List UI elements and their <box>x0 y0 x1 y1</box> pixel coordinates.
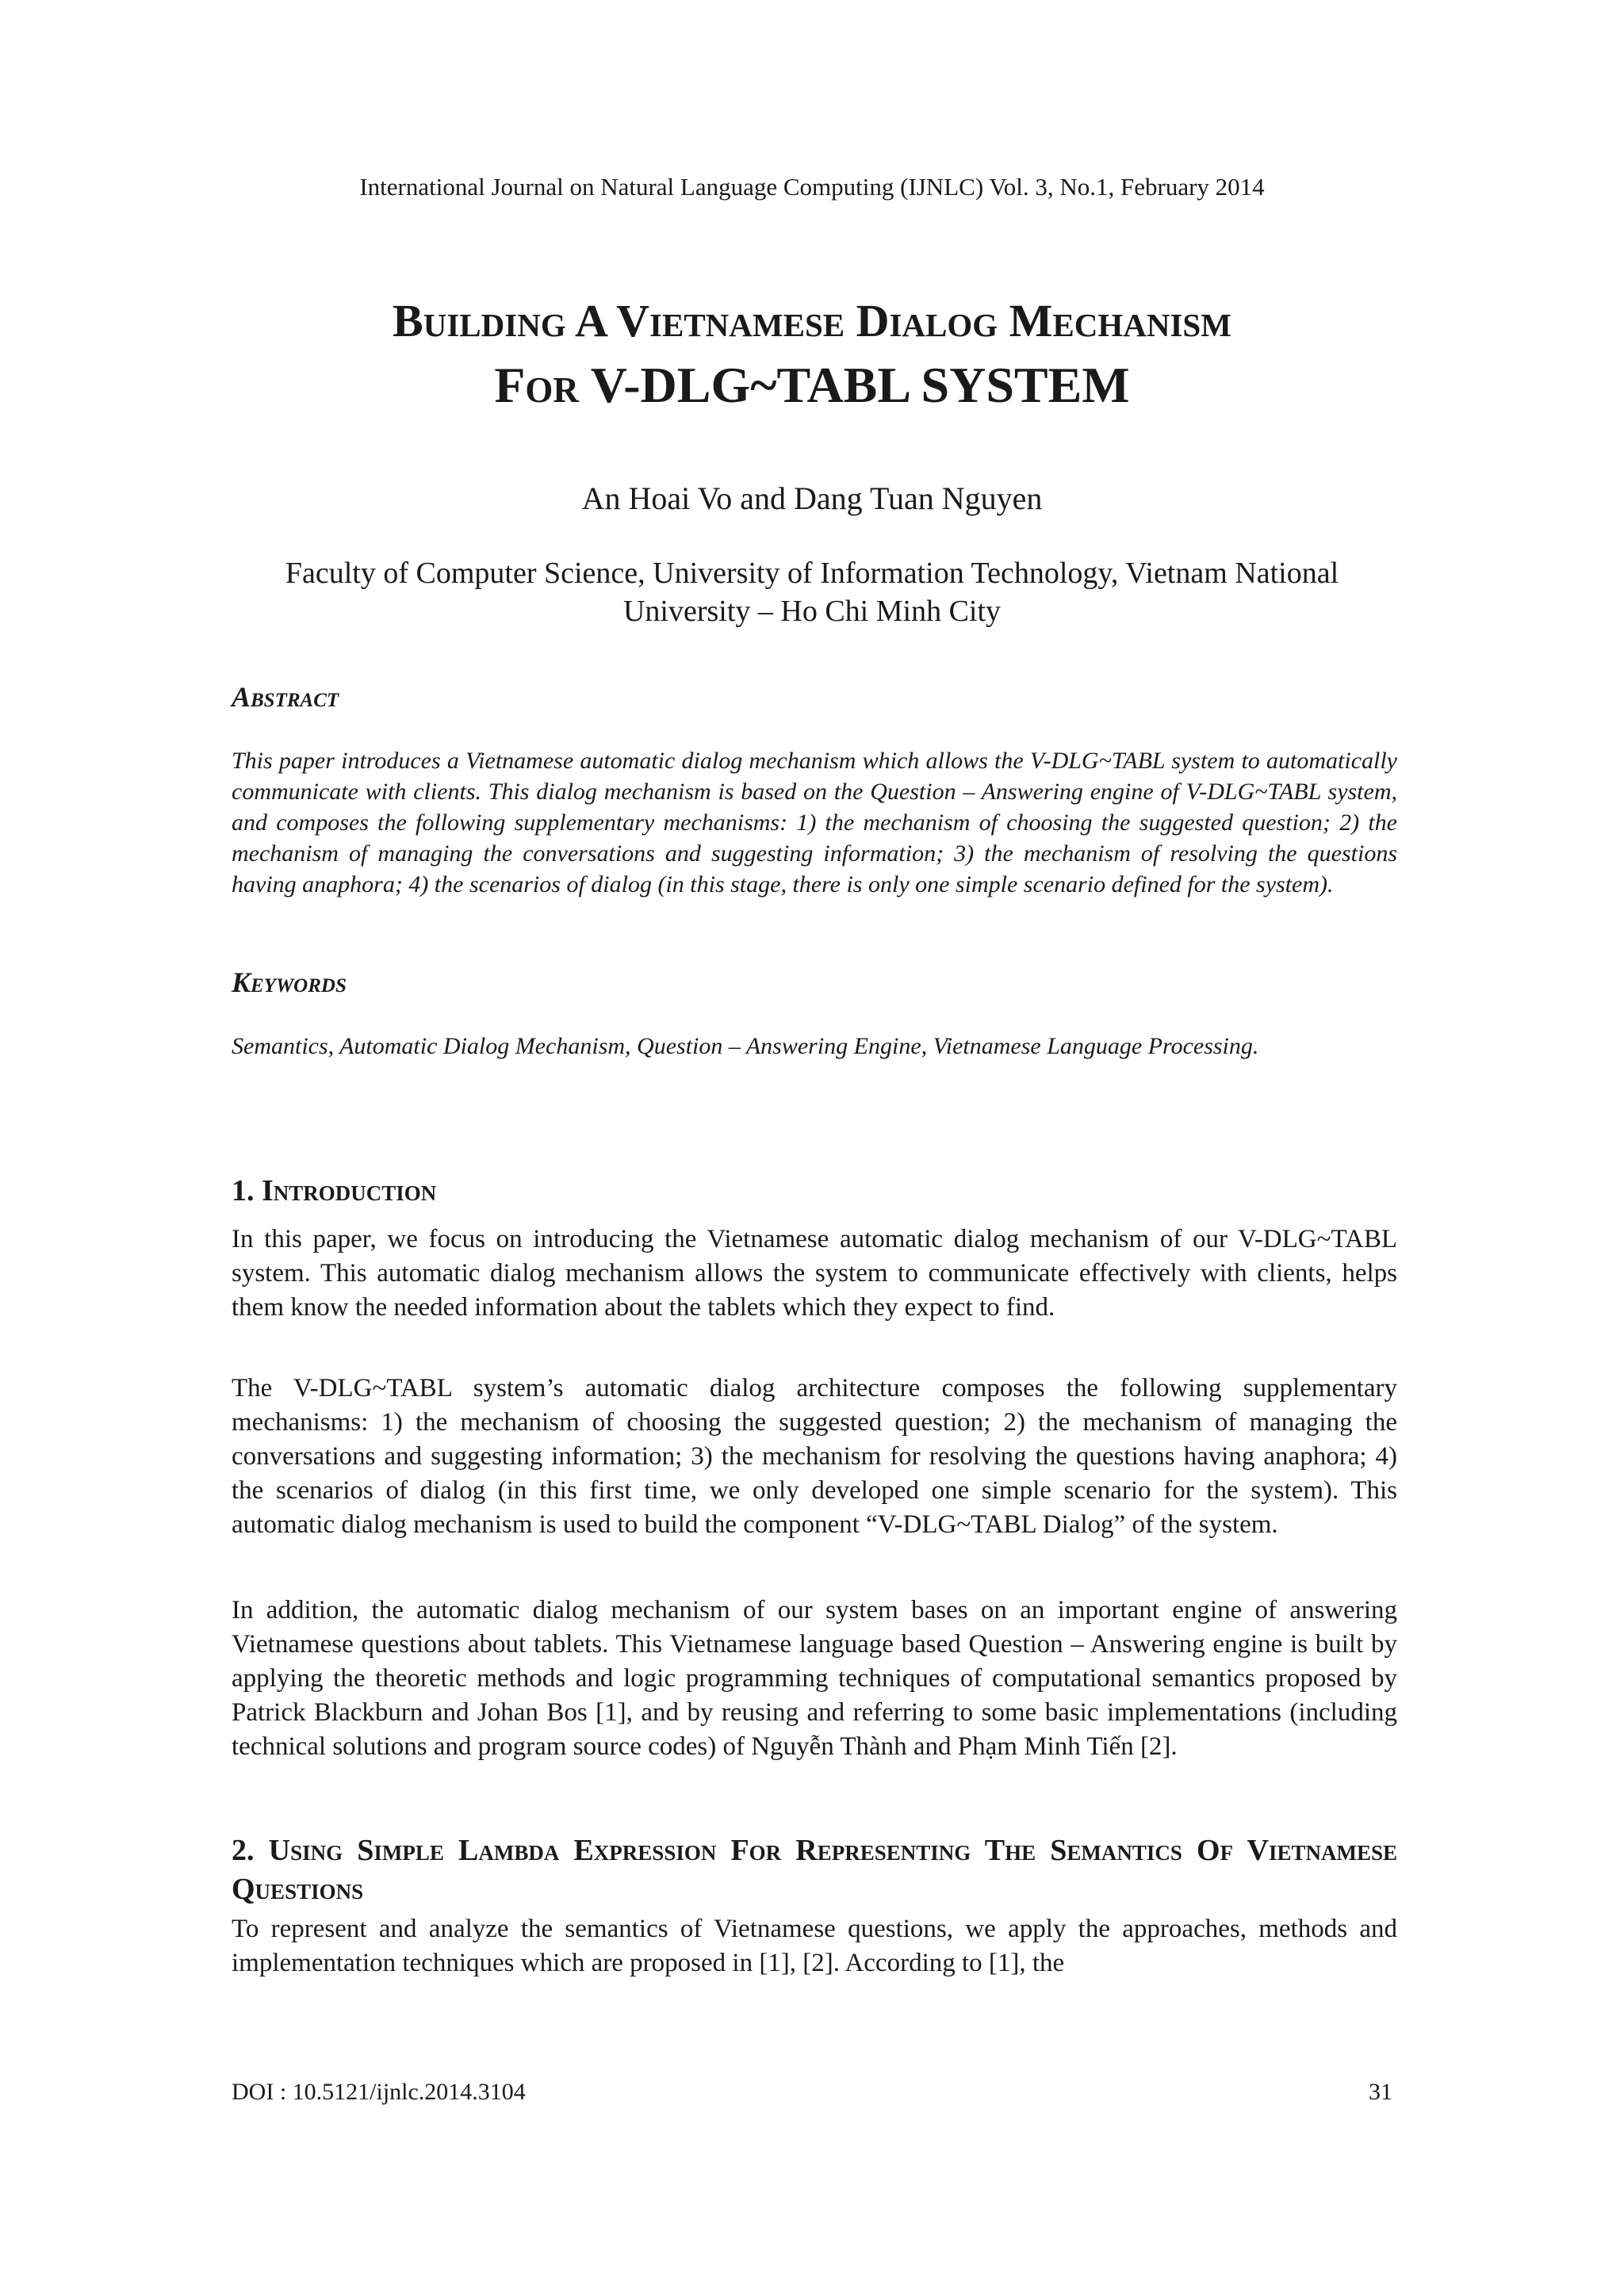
authors: An Hoai Vo and Dang Tuan Nguyen <box>581 480 1043 516</box>
section-1-heading: 1. Introduction <box>232 1174 437 1207</box>
keywords-text: Semantics, Automatic Dialog Mechanism, Question – Answering Engine, Vietnamese Language Processing. <box>232 1033 1259 1059</box>
section-1-paragraph-2: The V-DLG~TABL system’s automatic dialog architecture composes the following supplementary mechanisms: 1) the mechanism of choosing the suggested question; 2) the mechanism of managing the conversations and suggesting information; 3) the mechanism for resolving the questions having anaphora; 4) the scenarios of dialog (in this first time, we only developed one simple scenario for the system). This automatic dialog mechanism is used to build the component “V-DLG~TABL Dialog” of the system. <box>232 1374 1397 1539</box>
keywords-heading: Keywords <box>232 966 347 998</box>
title-line-2-prefix: For <box>494 356 579 413</box>
page-number: 31 <box>1369 2079 1392 2105</box>
paper-title <box>0 293 1624 415</box>
section-1-paragraph-1: In this paper, we focus on introducing the Vietnamese automatic dialog mechanism of our V-DLG~TABL system. This automatic dialog mechanism allows the system to communicate effectively with clients, helps them know the needed information about the tablets which they expect to find. <box>232 1225 1397 1322</box>
abstract-text: This paper introduces a Vietnamese automatic dialog mechanism which allows the V-DLG~TABL system to automatically communicate with clients. This dialog mechanism is based on the Question – Answering engine of V-DLG~TABL system, and composes the following supplementary mechanisms: 1) the mechanism of choosing the suggested question; 2) the mechanism of managing the conversations and suggesting information; 3) the mechanism of resolving the questions having anaphora; 4) the scenarios of dialog (in this stage, there is only one simple scenario defined for the system). <box>232 748 1397 897</box>
title-line-2-rest: V-DLG~TABL SYSTEM <box>578 356 1130 413</box>
affiliation: Faculty of Computer Science, University of Information Technology, Vietnam National University – Ho Chi Minh City <box>285 557 1339 628</box>
title-line-1: Building A Vietnamese Dialog Mechanism <box>393 295 1231 346</box>
section-2-paragraph-1: To represent and analyze the semantics of Vietnamese questions, we apply the approaches, methods and implementation techniques which are proposed in [1], [2]. According to [1], the <box>232 1915 1397 1977</box>
abstract-heading: Abstract <box>232 681 339 713</box>
title-line-2 <box>0 355 1624 416</box>
doi: DOI : 10.5121/ijnlc.2014.3104 <box>232 2079 526 2105</box>
section-2-heading: 2. Using Simple Lambda Expression For Representing The Semantics Of Vietnamese Questions <box>232 1834 1397 1907</box>
journal-header: International Journal on Natural Language Computing (IJNLC) Vol. 3, No.1, February 2014 <box>359 173 1265 201</box>
section-1-paragraph-3: In addition, the automatic dialog mechanism of our system bases on an important engine of answering Vietnamese questions about tablets. This Vietnamese language based Question – Answering engine is built by applying the theoretic methods and logic programming techniques of computational semantics proposed by Patrick Blackburn and Johan Bos [1], and by reusing and referring to some basic implementations (including technical solutions and program source codes) of Nguyễn Thành and Phạm Minh Tiến [2]. <box>232 1596 1397 1761</box>
